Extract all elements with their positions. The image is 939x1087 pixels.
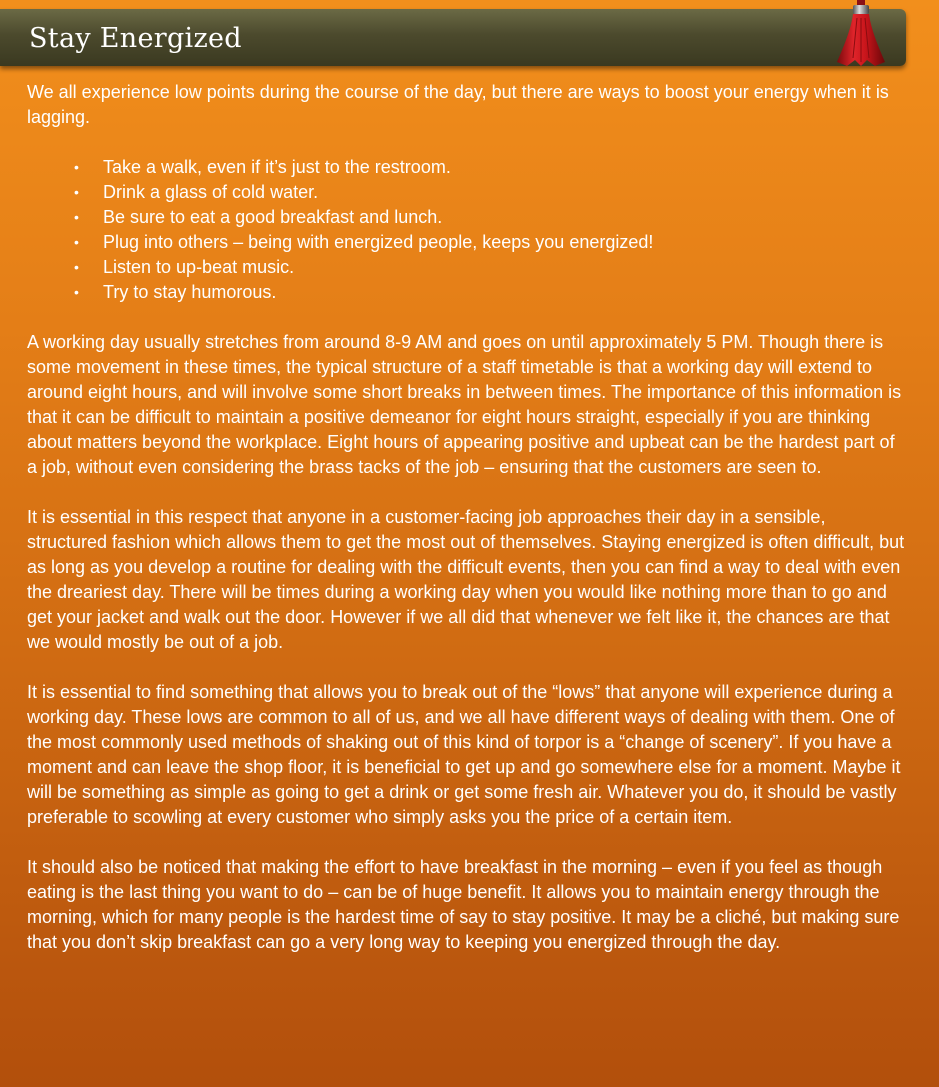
bullet-icon: • (74, 284, 79, 300)
list-item: • Drink a glass of cold water. (27, 180, 907, 205)
bullet-icon: • (74, 184, 79, 200)
paragraph-working-day: A working day usually stretches from around 8-9 AM and goes on until approximately 5 PM. Though there is some movement in these times, the typical structure of a staff timetable is that a working day will extend to around eight hours, and will involve some short breaks in between times. The importance of this information is that it can be difficult to maintain a positive demeanor for eight hours straight, especially if you are thinking about matters beyond the workplace. Eight hours of appearing positive and upbeat can be the hardest part of a job, without even considering the brass tacks of the job – ensuring that the customers are seen to. (27, 332, 902, 477)
list-item: • Take a walk, even if it’s just to the restroom. (27, 155, 907, 180)
intro-paragraph: We all experience low points during the course of the day, but there are ways to boost your energy when it is lagging. (27, 82, 889, 127)
paragraph-routine: It is essential in this respect that anyone in a customer-facing job approaches their day in a sensible, structured fashion which allows them to get the most out of themselves. Staying energized is often difficult, but as long as you develop a routine for dealing with the difficult events, then you can find a way to deal with even the dreariest day. There will be times during a working day when you would like nothing more than to go and get your jacket and walk out the door. However if we all did that whenever we felt like it, the chances are that we would mostly be out of a job. (27, 507, 905, 652)
bullet-icon: • (74, 159, 79, 175)
list-item: • Plug into others – being with energized people, keeps you energized! (27, 230, 907, 255)
tips-list (27, 155, 907, 305)
red-paintbrush-icon (833, 0, 889, 68)
slide-body (27, 80, 907, 955)
bullet-icon: • (74, 209, 79, 225)
bullet-icon: • (74, 259, 79, 275)
paragraph-breakfast: It should also be noticed that making the effort to have breakfast in the morning – even if you feel as though eating is the last thing you want to do – can be of huge benefit. It allows you to maintain energy through the morning, which for many people is the hardest time of say to stay positive. It may be a cliché, but making sure that you don’t skip breakfast can go a very long way to keeping you energized through the day. (27, 857, 900, 952)
list-item: • Try to stay humorous. (27, 280, 907, 305)
list-item: • Be sure to eat a good breakfast and lunch. (27, 205, 907, 230)
page-title: Stay Energized (29, 23, 242, 54)
list-item: • Listen to up-beat music. (27, 255, 907, 280)
paragraph-lows: It is essential to find something that allows you to break out of the “lows” that anyone will experience during a working day. These lows are common to all of us, and we all have different ways of dealing with them. One of the most commonly used methods of shaking out of this kind of torpor is a “change of scenery”. If you have a moment and can leave the shop floor, it is beneficial to get up and go somewhere else for a moment. Maybe it will be something as simple as going to get a drink or get some fresh air. Whatever you do, it should be vastly preferable to scowling at every customer who simply asks you the price of a certain item. (27, 682, 901, 827)
title-bar (0, 9, 906, 66)
bullet-icon: • (74, 234, 79, 250)
